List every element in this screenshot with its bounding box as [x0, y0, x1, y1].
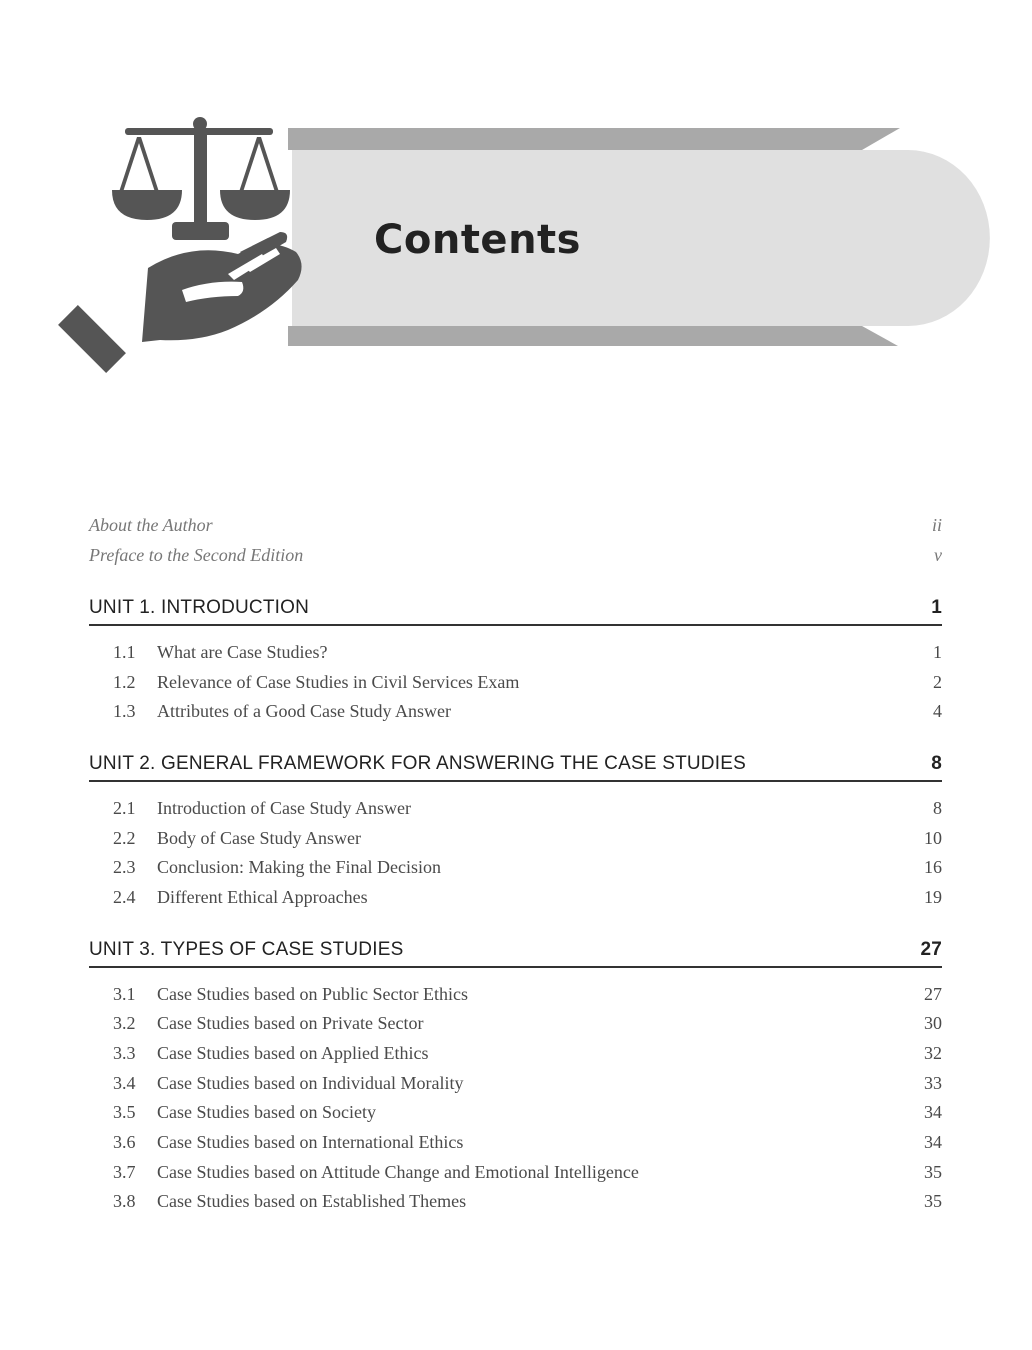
front-matter-page: v	[934, 545, 942, 565]
entry-title: Case Studies based on Attitude Change and Emotional Intelligence	[157, 1162, 639, 1182]
entry-title: Case Studies based on Public Sector Ethics	[157, 984, 468, 1004]
unit-heading[interactable]	[89, 594, 942, 626]
entry-title: Case Studies based on Applied Ethics	[157, 1043, 429, 1063]
unit-heading[interactable]	[89, 936, 942, 968]
entry-number: 2.4	[113, 887, 136, 907]
front-matter-title: Preface to the Second Edition	[89, 545, 304, 565]
entry-title: Body of Case Study Answer	[157, 828, 361, 848]
entry-number: 3.2	[113, 1013, 136, 1033]
entry-title: Case Studies based on Established Themes	[157, 1191, 467, 1211]
toc-entry[interactable]	[89, 823, 942, 853]
scales-in-hand-icon	[58, 117, 301, 373]
unit-title: UNIT 3. TYPES OF CASE STUDIES	[89, 939, 404, 960]
toc-entry[interactable]	[89, 793, 942, 823]
entry-page: 2	[933, 672, 942, 692]
entry-title: Introduction of Case Study Answer	[157, 798, 411, 818]
entry-number: 1.1	[113, 642, 136, 662]
toc-entry[interactable]	[89, 637, 942, 667]
entry-page: 35	[924, 1162, 942, 1182]
entry-number: 2.2	[113, 828, 136, 848]
entry-page: 10	[924, 828, 942, 848]
entry-title: Case Studies based on Individual Morality	[157, 1073, 464, 1093]
entry-page: 1	[933, 642, 942, 662]
ribbon-top-band	[288, 128, 900, 150]
entry-title: Case Studies based on Private Sector	[157, 1013, 424, 1033]
entry-title: Different Ethical Approaches	[157, 887, 368, 907]
toc-entry[interactable]	[89, 1157, 942, 1187]
toc-entry[interactable]	[89, 1127, 942, 1157]
entry-number: 3.8	[113, 1191, 136, 1211]
entry-title: What are Case Studies?	[157, 642, 328, 662]
entry-page: 34	[924, 1102, 942, 1122]
entry-title: Attributes of a Good Case Study Answer	[157, 701, 451, 721]
entry-page: 8	[933, 798, 942, 818]
entry-title: Relevance of Case Studies in Civil Services Exam	[157, 672, 520, 692]
entry-page: 30	[924, 1013, 942, 1033]
unit-page: 1	[931, 597, 942, 618]
toc-entry[interactable]	[89, 1038, 942, 1068]
front-matter-page: ii	[931, 515, 942, 535]
entry-page: 32	[924, 1043, 942, 1063]
front-matter-title: About the Author	[89, 515, 213, 535]
entry-number: 3.5	[113, 1102, 136, 1122]
entry-title: Conclusion: Making the Final Decision	[157, 857, 441, 877]
toc-entry[interactable]	[89, 852, 942, 882]
entry-number: 2.1	[113, 798, 136, 818]
unit-heading[interactable]	[89, 750, 942, 782]
entry-number: 1.3	[113, 701, 136, 721]
toc-entry[interactable]	[89, 696, 942, 726]
entry-number: 3.3	[113, 1043, 136, 1063]
entry-number: 3.4	[113, 1073, 136, 1093]
front-matter-item[interactable]	[89, 540, 942, 570]
entry-number: 2.3	[113, 857, 136, 877]
page-title: Contents	[374, 217, 581, 263]
entry-title: Case Studies based on Society	[157, 1102, 376, 1122]
entry-title: Case Studies based on International Ethics	[157, 1132, 464, 1152]
entry-page: 4	[933, 701, 942, 721]
entry-page: 33	[924, 1073, 942, 1093]
entry-page: 19	[924, 887, 942, 907]
entry-number: 3.1	[113, 984, 136, 1004]
toc-entry[interactable]	[89, 1068, 942, 1098]
toc-entry[interactable]	[89, 1008, 942, 1038]
unit-page: 8	[931, 753, 942, 774]
unit-title: UNIT 2. GENERAL FRAMEWORK FOR ANSWERING THE CASE STUDIES	[89, 753, 746, 774]
toc-entry[interactable]	[89, 667, 942, 697]
entry-page: 16	[924, 857, 942, 877]
toc-entry[interactable]	[89, 882, 942, 912]
toc-entry[interactable]	[89, 979, 942, 1009]
contents-banner	[0, 0, 1032, 380]
toc-entry[interactable]	[89, 1097, 942, 1127]
entry-number: 3.7	[113, 1162, 136, 1182]
front-matter-item[interactable]	[89, 510, 942, 540]
unit-page: 27	[920, 939, 942, 960]
unit-title: UNIT 1. INTRODUCTION	[89, 597, 310, 618]
toc-entry[interactable]	[89, 1186, 942, 1216]
entry-number: 3.6	[113, 1132, 136, 1152]
entry-page: 34	[924, 1132, 942, 1152]
entry-number: 1.2	[113, 672, 136, 692]
ribbon-bottom-band	[288, 326, 898, 346]
entry-page: 35	[924, 1191, 942, 1211]
entry-page: 27	[924, 984, 942, 1004]
